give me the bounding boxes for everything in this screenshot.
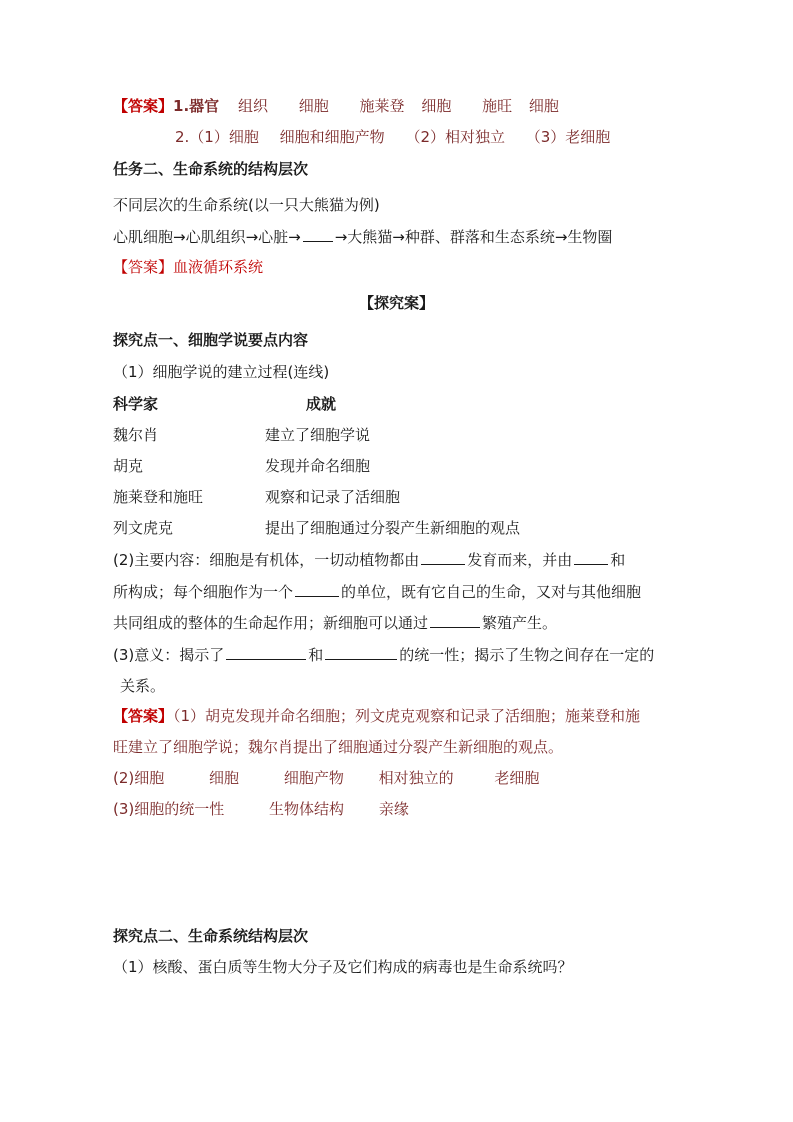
answer-item: 相对独立的 — [378, 769, 454, 787]
point1-title: 探究点一、细胞学说要点内容 — [113, 331, 309, 349]
fill-blank[interactable] — [295, 580, 339, 597]
table-head-scientist: 科学家 — [113, 395, 159, 413]
text-segment: 发育而来，并由 — [467, 551, 573, 569]
answer-1-line — [113, 95, 559, 117]
scientist-achievement[interactable]: 提出了细胞通过分裂产生新细胞的观点 — [265, 519, 521, 537]
answer-item: （3）老细胞 — [525, 128, 611, 146]
fill-blank[interactable] — [226, 643, 306, 660]
fill-blank[interactable] — [421, 548, 465, 565]
point1-question-1: （1）细胞学说的建立过程(连线) — [113, 363, 330, 381]
scientist-achievement[interactable]: 观察和记录了活细胞 — [265, 488, 401, 506]
text-segment: 的单位，既有它自己的生命，又对与其他细胞 — [341, 583, 642, 601]
answer-item: 施莱登 — [359, 97, 405, 115]
answer-item: (3)细胞的统一性 — [113, 800, 225, 818]
answer-item: 施旺 — [482, 97, 513, 115]
table-row — [113, 424, 673, 446]
answer-item: 细胞产物 — [283, 769, 344, 787]
text-segment: 和 — [308, 646, 324, 664]
scientist-name[interactable]: 施莱登和施旺 — [113, 488, 204, 506]
point1-question-2-line-3 — [113, 611, 557, 634]
point2-title: 探究点二、生命系统结构层次 — [113, 927, 309, 945]
answer-1-line-2 — [175, 126, 610, 148]
point1-question-2-line-2 — [113, 580, 641, 603]
table-row — [113, 455, 673, 477]
fill-blank[interactable] — [574, 548, 608, 565]
scientist-name[interactable]: 胡克 — [113, 457, 144, 475]
answer-item: 老细胞 — [494, 769, 540, 787]
answer-tag: 【答案】 — [113, 707, 174, 725]
answer-item: (2)细胞 — [113, 769, 165, 787]
scientist-achievement[interactable]: 发现并命名细胞 — [265, 457, 371, 475]
point1-answer-3 — [113, 798, 409, 820]
point1-question-2-line-1 — [113, 548, 625, 571]
answer-item: 细胞和细胞产物 — [279, 128, 385, 146]
table-row — [113, 517, 673, 539]
fill-blank[interactable] — [430, 611, 480, 628]
answer-item: 细胞 — [421, 97, 452, 115]
table-head — [113, 393, 513, 415]
text-segment: 所构成；每个细胞作为一个 — [113, 583, 294, 601]
scientist-name[interactable]: 列文虎克 — [113, 519, 174, 537]
explore-heading: 【探究案】 — [358, 294, 434, 312]
text-segment: 共同组成的整体的生命起作用；新细胞可以通过 — [113, 614, 429, 632]
text-segment: (2)主要内容：细胞是有机体，一切动植物都由 — [113, 551, 420, 569]
task2-answer: 血液循环系统 — [173, 258, 264, 276]
task2-title: 任务二、生命系统的结构层次 — [113, 160, 309, 178]
answer-item: 2.（1）细胞 — [175, 128, 259, 146]
answer-item: 细胞 — [209, 769, 240, 787]
table-head-achievement: 成就 — [306, 395, 337, 413]
point1-answer-line-1 — [113, 705, 640, 727]
text-segment: 的统一性；揭示了生物之间存在一定的 — [399, 646, 655, 664]
answer-item: 生物体结构 — [269, 800, 345, 818]
text-segment: 和 — [610, 551, 626, 569]
text-segment: (3)意义：揭示了 — [113, 646, 225, 664]
chain-part-a: 心肌细胞→心肌组织→心脏→ — [113, 228, 301, 246]
answer-item: 细胞 — [528, 97, 559, 115]
point1-question-3-line-2: 关系。 — [120, 677, 166, 695]
task2-subtitle: 不同层次的生命系统(以一只大熊猫为例) — [113, 196, 380, 214]
point2-question-1: （1）核酸、蛋白质等生物大分子及它们构成的病毒也是生命系统吗？ — [113, 958, 573, 976]
point1-answer-2 — [113, 767, 539, 789]
answer-item: 细胞 — [298, 97, 329, 115]
point1-question-3-line-1 — [113, 643, 654, 666]
answer-tag: 【答案】 — [113, 97, 174, 115]
answer-item: （2）相对独立 — [405, 128, 505, 146]
answer-item: 亲缘 — [378, 800, 409, 818]
chain-part-b: →大熊猫→种群、群落和生态系统→生物圈 — [334, 228, 613, 246]
table-row — [113, 486, 673, 508]
task2-chain — [113, 225, 612, 248]
point1-answer-line-2: 旺建立了细胞学说；魏尔肖提出了细胞通过分裂产生新细胞的观点。 — [113, 738, 564, 756]
text-segment: 繁殖产生。 — [482, 614, 558, 632]
task2-answer-line — [113, 256, 263, 278]
scientist-name[interactable]: 魏尔肖 — [113, 426, 159, 444]
scientist-achievement[interactable]: 建立了细胞学说 — [265, 426, 371, 444]
answer-text: （1）胡克发现并命名细胞；列文虎克观察和记录了活细胞；施莱登和施 — [173, 707, 641, 725]
fill-blank[interactable] — [303, 225, 333, 242]
answer-item: 组织 — [237, 97, 268, 115]
answer-tag: 【答案】 — [113, 258, 174, 276]
fill-blank[interactable] — [325, 643, 397, 660]
answer-item: 1.器官 — [173, 97, 220, 115]
